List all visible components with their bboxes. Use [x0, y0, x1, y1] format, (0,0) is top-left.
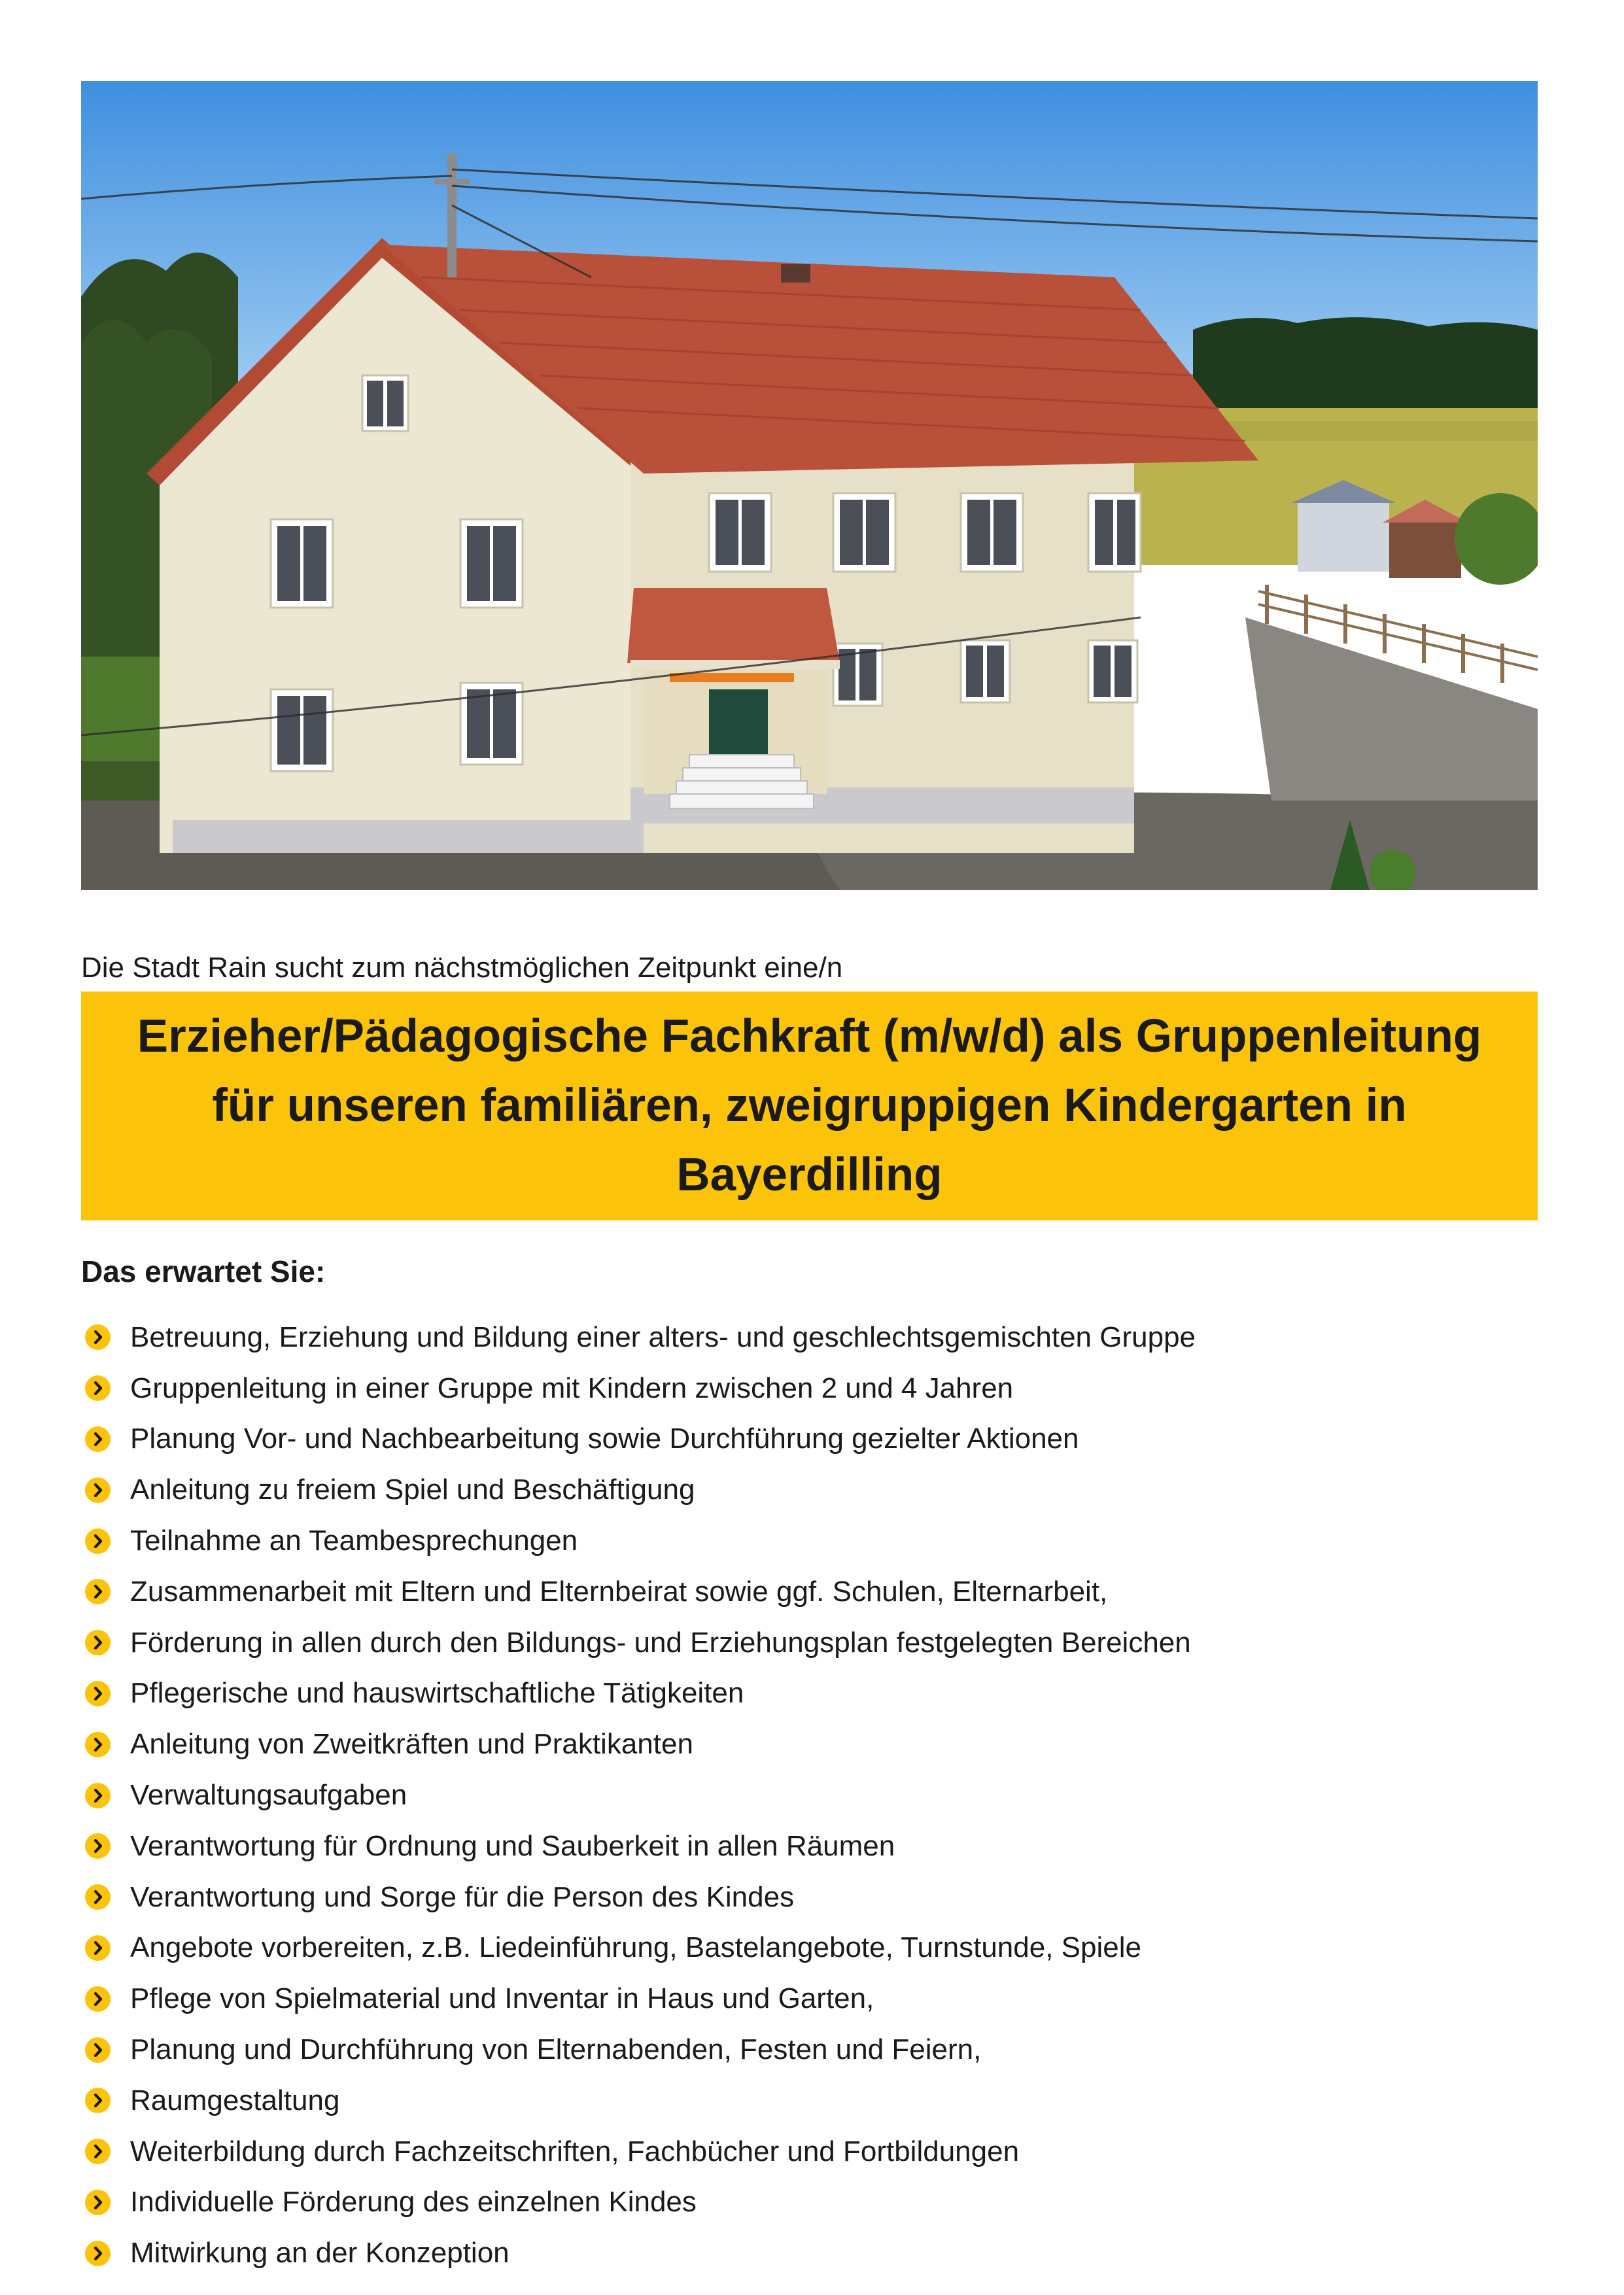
- task-text: Planung und Durchführung von Elternabenden, Festen und Feiern,: [130, 2033, 982, 2066]
- task-text: Verantwortung und Sorge für die Person des Kindes: [130, 1880, 795, 1913]
- task-item: [81, 1872, 1538, 1923]
- job-title: Erzieher/Pädagogische Fachkraft (m/w/d) als Gruppenleitung für unseren familiären, zweigruppigen Kindergarten in Bayerdilling: [137, 1010, 1482, 1201]
- task-item: [81, 1617, 1538, 1668]
- task-item: [81, 2126, 1538, 2177]
- task-text: Planung Vor- und Nachbearbeitung sowie Durchführung gezielter Aktionen: [130, 1423, 1079, 1455]
- chevron-right-circle-icon: [85, 2088, 111, 2113]
- chevron-right-circle-icon: [85, 1884, 111, 1910]
- task-item: [81, 1515, 1538, 1566]
- chevron-right-circle-icon: [85, 1681, 111, 1706]
- task-text: Weiterbildung durch Fachzeitschriften, Fachbücher und Fortbildungen: [130, 2135, 1020, 2167]
- task-text: Förderung in allen durch den Bildungs- und Erziehungsplan festgelegten Bereichen: [130, 1626, 1191, 1659]
- chevron-right-circle-icon: [85, 2241, 111, 2266]
- task-item: [81, 1414, 1538, 1465]
- kindergarten-building-photo: [81, 81, 1538, 890]
- task-item: [81, 1719, 1538, 1770]
- task-text: Betreuung, Erziehung und Bildung einer alters- und geschlechtsgemischten Gruppe: [130, 1320, 1196, 1353]
- task-text: Verwaltungsaufgaben: [130, 1779, 407, 1812]
- task-item: [81, 1363, 1538, 1414]
- chevron-right-circle-icon: [85, 1630, 111, 1655]
- chevron-right-circle-icon: [85, 1477, 111, 1503]
- task-list: [81, 1312, 1538, 2279]
- task-item: [81, 1668, 1538, 1719]
- section-heading: Das erwartet Sie:: [81, 1254, 326, 1288]
- task-text: Raumgestaltung: [130, 2084, 340, 2116]
- task-text: Pflegerische und hauswirtschaftliche Tätigkeiten: [130, 1677, 744, 1710]
- task-text: Individuelle Förderung des einzelnen Kindes: [130, 2186, 697, 2218]
- task-text: Anleitung zu freiem Spiel und Beschäftigung: [130, 1474, 695, 1506]
- chevron-right-circle-icon: [85, 1935, 111, 1961]
- task-text: Zusammenarbeit mit Eltern und Elternbeirat sowie ggf. Schulen, Elternarbeit,: [130, 1575, 1108, 1608]
- task-item: [81, 1973, 1538, 2024]
- task-item: [81, 2024, 1538, 2075]
- task-text: Verantwortung für Ordnung und Sauberkeit in allen Räumen: [130, 1829, 895, 1862]
- chevron-right-circle-icon: [85, 1324, 111, 1350]
- task-item: [81, 2177, 1538, 2228]
- chevron-right-circle-icon: [85, 2037, 111, 2063]
- task-item: [81, 2228, 1538, 2279]
- chevron-right-circle-icon: [85, 1426, 111, 1452]
- task-item: [81, 1312, 1538, 1363]
- task-item: [81, 1464, 1538, 1515]
- chevron-right-circle-icon: [85, 1375, 111, 1401]
- chevron-right-circle-icon: [85, 2190, 111, 2215]
- chevron-right-circle-icon: [85, 2139, 111, 2164]
- chevron-right-circle-icon: [85, 1986, 111, 2012]
- task-text: Angebote vorbereiten, z.B. Liedeinführung, Bastelangebote, Turnstunde, Spiele: [130, 1931, 1141, 1964]
- chevron-right-circle-icon: [85, 1579, 111, 1604]
- task-text: Pflege von Spielmaterial und Inventar in Haus und Garten,: [130, 1982, 874, 2015]
- task-item: [81, 1566, 1538, 1617]
- chevron-right-circle-icon: [85, 1833, 111, 1859]
- task-item: [81, 2075, 1538, 2126]
- task-text: Gruppenleitung in einer Gruppe mit Kindern zwischen 2 und 4 Jahren: [130, 1372, 1014, 1404]
- task-text: Anleitung von Zweitkräften und Praktikanten: [130, 1728, 693, 1761]
- chevron-right-circle-icon: [85, 1732, 111, 1757]
- chevron-right-circle-icon: [85, 1783, 111, 1808]
- task-text: Teilnahme an Teambesprechungen: [130, 1525, 578, 1557]
- task-item: [81, 1923, 1538, 1974]
- task-item: [81, 1821, 1538, 1872]
- job-title-banner: [81, 992, 1538, 1220]
- task-item: [81, 1770, 1538, 1821]
- intro-text: Die Stadt Rain sucht zum nächstmöglichen Zeitpunkt eine/n: [81, 952, 843, 984]
- task-text: Mitwirkung an der Konzeption: [130, 2237, 510, 2269]
- chevron-right-circle-icon: [85, 1528, 111, 1554]
